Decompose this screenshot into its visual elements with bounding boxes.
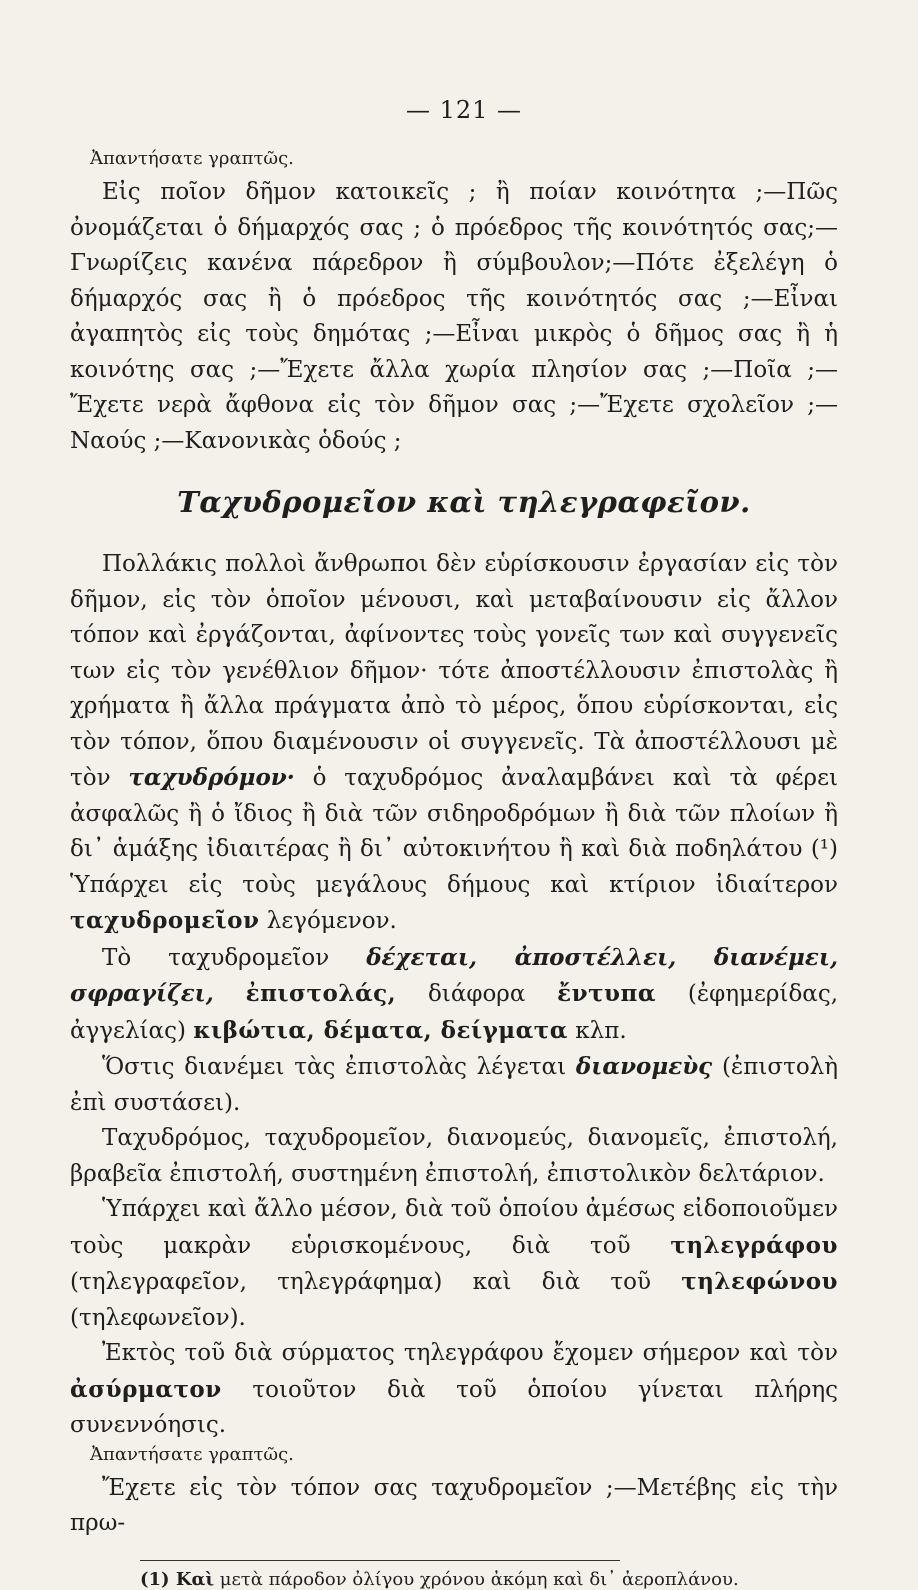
paragraph-telegraph [70,1192,838,1336]
text-run: κλπ. [575,1017,627,1044]
paragraph-post-office-duties [70,940,838,1050]
text-run: Πολλάκις πολλοὶ ἄνθρωποι δὲν εὑρίσκουσιν ἐργασίαν εἰς τὸν δῆμον, εἰς τὸν ὁποῖον μένουσι, καὶ μεταβαίνουσιν εἰς ἄλλον τόπον καὶ ἐργάζονται, ἀφίνοντες τοὺς γονεῖς των καὶ συγγενεῖς των εἰς τὸν γενέθλιον δῆμον· τότε ἀποστέλλουσιν ἐπιστολὰς ἢ χρήματα ἢ ἄλλα πράγματα ἀπὸ τὸ μέρος, ὅπου εὑρίσκονται, εἰς τὸν τόπον, ὅπου διαμένουσιν οἱ συγγενεῖς. Τὰ ἀποστέλλουσι μὲ τὸν [70,551,838,791]
text-run: Ὑπάρχει καὶ ἄλλο μέσον, διὰ τοῦ ὁποίου ἀμέσως εἰδοποιοῦμεν τοὺς μακρὰν εὑρισκομένους, διὰ τοῦ [70,1196,838,1259]
text-run: (τηλεγραφεῖον, τηλεγράφημα) καὶ διὰ τοῦ [70,1269,651,1295]
text-run: (ἐφημερίδας, ἀγγελίας) [70,981,839,1044]
text-run: διάφορα [427,981,526,1007]
term-letters: ἐπιστολάς, [245,980,397,1007]
footnote-divider [140,1560,620,1561]
paragraph-distributor [70,1049,838,1121]
intro-label: Ἀπαντήσατε γραπτῶς. [90,148,294,169]
section-heading: Ταχυδρομεῖον καὶ τηλεγραφεῖον. [177,485,751,519]
question-post-office: Ἔχετε εἰς τὸν τόπον σας ταχυδρομεῖον ;—Μετέβης εἰς τὴν πρω- [70,1474,838,1536]
paragraph-postmen [70,547,838,940]
term-distributor: διανομεὺς [575,1053,713,1080]
term-printed-matter: ἔντυπα [557,980,657,1007]
term-telephone: τηλεφώνου [681,1268,839,1295]
text-run: Ὅστις διανέμει τὰς ἐπιστολὰς λέγεται [102,1054,567,1080]
footnote [140,1569,838,1590]
terms-verbs: δέχεται, ἀποστέλλει, διανέμει, σφραγίζει, [70,943,838,1007]
text-run: τοιοῦτον διὰ τοῦ ὁποίου γίνεται πλήρης συνεννόησις. [70,1376,838,1438]
terms-parcels: κιβώτια, δέματα, δείγματα [193,1016,568,1044]
text-run: ὁ ταχυδρόμος ἀναλαμβάνει καὶ τὰ φέρει ἀσφαλῶς ἢ ὁ ἴδιος ἢ διὰ τῶν σιδηροδρόμων ἢ διὰ τῶν πλοίων ἢ δι᾽ ἁμάξης ἰδιαιτέρας ἢ δι᾽ αὐτοκινήτου ἢ καὶ διὰ ποδηλάτου (¹) Ὑπάρχει εἰς τοὺς μεγάλους δήμους καὶ κτίριον ἰδιαίτερον [70,765,839,898]
text-run: (τηλεφωνεῖον). [70,1304,246,1331]
questions-paragraph: Εἰς ποῖον δῆμον κατοικεῖς ; ἢ ποίαν κοινότητα ;—Πῶς ὀνομάζεται ὁ δήμαρχός σας ; ὁ πρόεδρος τῆς κοινότητός σας;—Γνωρίζεις κανένα πάρεδρον ἢ σύμβουλον;—Πότε ἐξελέγη ὁ δήμαρχός σας ἢ ὁ πρόεδρος τῆς κοινότητός σας ;—Εἶναι ἀγαπητὸς εἰς τοὺς δημότας ;—Εἶναι μικρὸς ὁ δῆμος σας ἢ ἡ κοινότης σας ;—Ἔχετε ἄλλα χωρία πλησίον σας ;—Ποῖα ;—Ἔχετε νερὰ ἄφθονα εἰς τὸν δῆμον σας ;—Ἔχετε σχολεῖον ;—Ναούς ;—Κανονικὰς ὁδούς ; [70,179,838,454]
text-run: Τὸ ταχυδρομεῖον [102,944,330,971]
paragraph-wireless [70,1336,838,1444]
text-run: (ἐπιστολὴ ἐπὶ συστάσει). [70,1054,839,1116]
term-post-office: ταχυδρομεῖον [70,907,260,934]
footnote-text: μετὰ πάροδον ὀλίγου χρόνου ἀκόμη καὶ δι᾽ ἀεροπλάνου. [219,1568,739,1590]
page-number: — 121 — [405,96,523,124]
text-run: λεγόμενον. [266,908,397,934]
answer-label: Ἀπαντήσατε γραπτῶς. [90,1443,294,1465]
footnote-lead: (1) Καὶ [140,1568,215,1590]
term-wireless: ἀσύρματον [70,1375,222,1403]
text-run: Ἐκτὸς τοῦ διὰ σύρματος τηλεγράφου ἔχομεν σήμερον καὶ τὸν [102,1340,838,1366]
paragraph-vocabulary: Ταχυδρόμος, ταχυδρομεῖον, διανομεύς, διανομεῖς, ἐπιστολή, βραβεῖα ἐπιστολή, συστημένη ἐπιστολή, ἐπιστολικὸν δελτάριον. [70,1125,838,1187]
term-postman: ταχυδρόμον· [128,764,295,791]
term-telegraph: τηλεγράφου [670,1231,838,1259]
